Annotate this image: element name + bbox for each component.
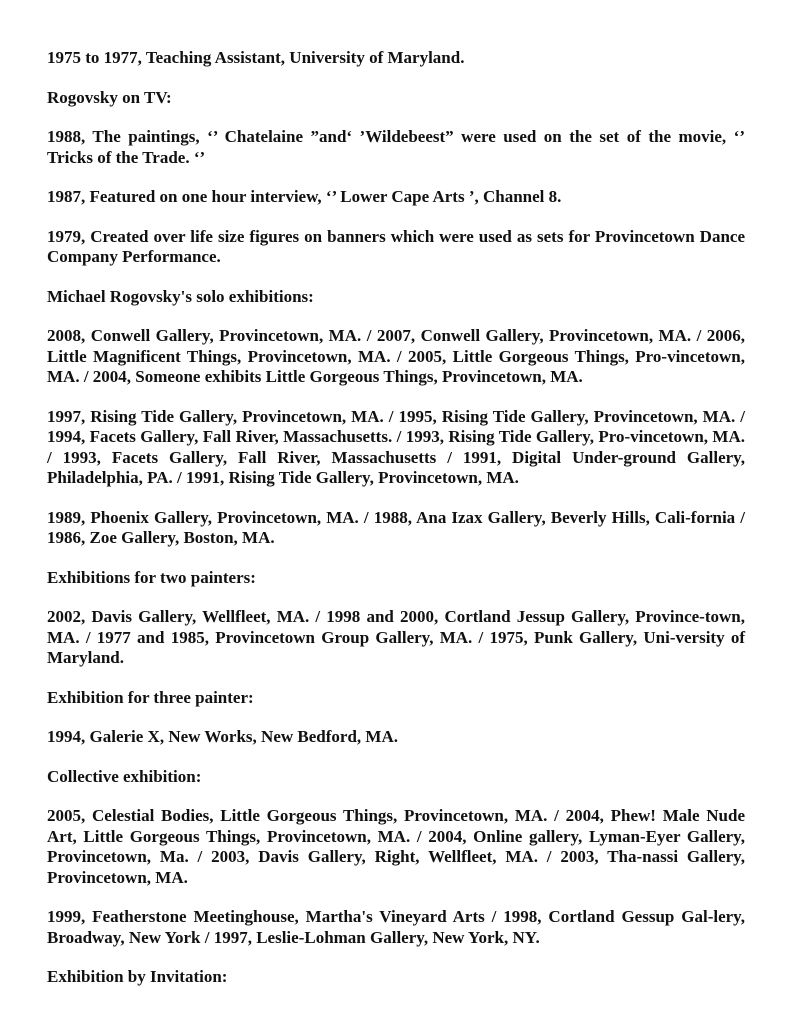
three-painter-heading: Exhibition for three painter: <box>47 687 254 707</box>
solo-exhibitions-heading: Michael Rogovsky's solo exhibitions: <box>47 286 314 306</box>
exhibition-by-invitation-heading: Exhibition by Invitation: <box>47 967 228 986</box>
collective-exhibition-1990s: 1999, Featherstone Meetinghouse, Martha's Vineyard Arts / 1998, Cortland Gessup Gal-lery, Broadway, New York / 1997, Leslie-Lohman Gallery, New York, NY. <box>47 907 745 947</box>
solo-exhibitions-2000s: 2008, Conwell Gallery, Provincetown, MA. / 2007, Conwell Gallery, Provincetown, MA. / 2006, Little Magnificent Things, Provincetown, MA. / 2005, Little Gorgeous Things, Pro-vincetown, MA. / 2004, Someone exhibits Little Gorgeous Things, Provincetown, MA. <box>47 326 745 386</box>
tv-section-heading: Rogovsky on TV: <box>47 87 172 107</box>
two-painters-heading: Exhibitions for two painters: <box>47 567 256 587</box>
teaching-assistant-entry: 1975 to 1977, Teaching Assistant, University of Maryland. <box>47 48 465 67</box>
tv-entry-1979: 1979, Created over life size figures on banners which were used as sets for Provincetown Dance Company Performance. <box>47 226 745 266</box>
collective-exhibition-2000s: 2005, Celestial Bodies, Little Gorgeous Things, Provincetown, MA. / 2004, Phew! Male Nude Art, Little Gorgeous Things, Provincetown, MA. / 2004, Online gallery, Lyman-Eyer Gallery, Provincetown, Ma. / 2003, Davis Gallery, Right, Wellfleet, MA. / 2003, Tha-nassi Gallery, Provincetown, MA. <box>47 806 745 887</box>
document-page <box>47 48 745 1007</box>
solo-exhibitions-1980s: 1989, Phoenix Gallery, Provincetown, MA. / 1988, Ana Izax Gallery, Beverly Hills, Cali-fornia / 1986, Zoe Gallery, Boston, MA. <box>47 507 745 547</box>
collective-exhibition-heading: Collective exhibition: <box>47 766 202 786</box>
solo-exhibitions-1990s: 1997, Rising Tide Gallery, Provincetown, MA. / 1995, Rising Tide Gallery, Provincetown, MA. / 1994, Facets Gallery, Fall River, Massachusetts. / 1993, Rising Tide Gallery, Pro-vincetown, MA. / 1993, Facets Gallery, Fall River, Massachusetts / 1991, Digital Under-ground Gallery, Philadelphia, PA. / 1991, Rising Tide Gallery, Provincetown, MA. <box>47 406 745 487</box>
tv-entry-1988: 1988, The paintings, ‘’ Chatelaine ”and‘ ’Wildebeest” were used on the set of the movie, ‘’ Tricks of the Trade. ‘’ <box>47 127 745 167</box>
tv-entry-1987: 1987, Featured on one hour interview, ‘’ Lower Cape Arts ’, Channel 8. <box>47 187 562 206</box>
two-painters-entries: 2002, Davis Gallery, Wellfleet, MA. / 1998 and 2000, Cortland Jessup Gallery, Province-town, MA. / 1977 and 1985, Provincetown Group Gallery, MA. / 1975, Punk Gallery, Uni-versity of Maryland. <box>47 607 745 667</box>
three-painter-entry: 1994, Galerie X, New Works, New Bedford, MA. <box>47 727 398 746</box>
